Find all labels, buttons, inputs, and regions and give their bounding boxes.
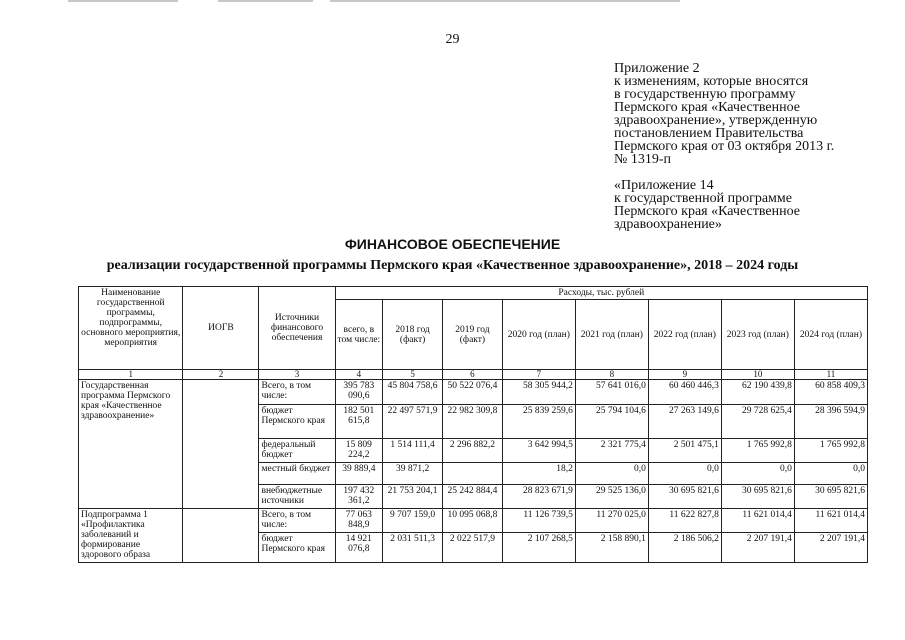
iogv-cell — [183, 380, 259, 509]
funding-source: внебюджетные источники — [259, 485, 335, 509]
document-title: ФИНАНСОВОЕ ОБЕСПЕЧЕНИЕ — [344, 236, 561, 252]
amount-cell: 2 186 506,2 — [648, 533, 721, 563]
column-number: 1 — [79, 370, 183, 380]
amount-cell: 58 305 944,2 — [502, 380, 575, 405]
header-year-2019: 2019 год (факт) — [443, 300, 503, 370]
amount-cell: 18,2 — [502, 463, 575, 485]
amount-cell: 2 158 890,1 — [575, 533, 648, 563]
header-source: Источники финансового обеспечения — [259, 287, 335, 370]
funding-source: Всего, в том числе: — [259, 509, 335, 533]
appendix-line: Пермского края «Качественное — [614, 100, 800, 115]
amount-cell: 28 823 671,9 — [502, 485, 575, 509]
table-row — [79, 509, 868, 533]
header-year-2022: 2022 год (план) — [648, 300, 721, 370]
header-iogv: ИОГВ — [183, 287, 259, 370]
amount-cell: 22 982 309,8 — [443, 405, 503, 439]
table-row — [79, 380, 868, 405]
amount-cell: 30 695 821,6 — [721, 485, 794, 509]
amount-cell: 2 296 882,2 — [443, 439, 503, 463]
header-year-2018: 2018 год (факт) — [383, 300, 443, 370]
appendix-line: здравоохранение», утвержденную — [614, 113, 818, 128]
scan-edge-mid — [218, 0, 313, 2]
column-number: 3 — [259, 370, 335, 380]
amount-cell: 9 707 159,0 — [383, 509, 443, 533]
column-number: 11 — [794, 370, 867, 380]
appendix-header — [614, 62, 894, 166]
appendix-line: № 1319-п — [614, 152, 672, 167]
amount-cell: 60 858 409,3 — [794, 380, 867, 405]
amount-cell — [443, 463, 503, 485]
amount-cell: 11 621 014,4 — [794, 509, 867, 533]
program-name: Государственная программа Пермского края «Качественное здравоохранение» — [79, 380, 183, 509]
appendix-line: здравоохранение» — [614, 217, 722, 232]
amount-cell: 62 190 439,8 — [721, 380, 794, 405]
amount-cell: 29 525 136,0 — [575, 485, 648, 509]
amount-cell: 11 622 827,8 — [648, 509, 721, 533]
funding-source: бюджет Пермского края — [259, 405, 335, 439]
amount-cell: 39 889,4 — [335, 463, 383, 485]
page-number: 29 — [445, 32, 460, 47]
amount-cell: 182 501 615,8 — [335, 405, 383, 439]
program-name: Подпрограмма 1 «Профилактика заболеваний и формирование здорового образа — [79, 509, 183, 563]
amount-cell: 15 809 224,2 — [335, 439, 383, 463]
amount-cell: 11 621 014,4 — [721, 509, 794, 533]
scan-edge-right — [330, 0, 680, 2]
amount-cell: 60 460 446,3 — [648, 380, 721, 405]
amount-cell: 11 270 025,0 — [575, 509, 648, 533]
header-year-2023: 2023 год (план) — [721, 300, 794, 370]
amount-cell: 2 031 511,3 — [383, 533, 443, 563]
amount-cell: 2 207 191,4 — [794, 533, 867, 563]
amount-cell: 197 432 361,2 — [335, 485, 383, 509]
amount-cell: 11 126 739,5 — [502, 509, 575, 533]
amount-cell: 27 263 149,6 — [648, 405, 721, 439]
amount-cell: 1 765 992,8 — [794, 439, 867, 463]
appendix-line: Пермского края «Качественное — [614, 204, 800, 219]
amount-cell: 0,0 — [648, 463, 721, 485]
funding-source: Всего, в том числе: — [259, 380, 335, 405]
amount-cell: 22 497 571,9 — [383, 405, 443, 439]
amount-cell: 50 522 076,4 — [443, 380, 503, 405]
column-number: 4 — [335, 370, 383, 380]
amount-cell: 39 871,2 — [383, 463, 443, 485]
amount-cell: 0,0 — [721, 463, 794, 485]
amount-cell: 14 921 076,8 — [335, 533, 383, 563]
amount-cell: 1 514 111,4 — [383, 439, 443, 463]
amount-cell: 25 242 884,4 — [443, 485, 503, 509]
appendix-line: постановлением Правительства — [614, 126, 804, 141]
appendix-line: «Приложение 14 — [614, 178, 714, 193]
amount-cell: 395 783 090,6 — [335, 380, 383, 405]
appendix-line: Пермского края от 03 октября 2013 г. — [614, 139, 835, 154]
amount-cell: 21 753 204,1 — [383, 485, 443, 509]
amount-cell: 0,0 — [794, 463, 867, 485]
financing-table — [78, 286, 868, 563]
header-name: Наименование государственной программы, подпрограммы, основного мероприятия, мероприятия — [79, 287, 183, 370]
iogv-cell — [183, 509, 259, 563]
amount-cell: 30 695 821,6 — [648, 485, 721, 509]
column-number: 2 — [183, 370, 259, 380]
appendix-reference — [614, 179, 894, 231]
amount-cell: 1 765 992,8 — [721, 439, 794, 463]
amount-cell: 28 396 594,9 — [794, 405, 867, 439]
column-number: 6 — [443, 370, 503, 380]
amount-cell: 29 728 625,4 — [721, 405, 794, 439]
amount-cell: 25 839 259,6 — [502, 405, 575, 439]
amount-cell: 10 095 068,8 — [443, 509, 503, 533]
scan-edge-left — [68, 0, 178, 2]
appendix-line: к изменениям, которые вносятся — [614, 74, 809, 89]
amount-cell: 2 107 268,5 — [502, 533, 575, 563]
amount-cell: 2 207 191,4 — [721, 533, 794, 563]
column-number: 9 — [648, 370, 721, 380]
amount-cell: 25 794 104,6 — [575, 405, 648, 439]
appendix-line: Приложение 2 — [614, 61, 700, 76]
amount-cell: 2 022 517,9 — [443, 533, 503, 563]
header-total: всего, в том числе: — [335, 300, 383, 370]
funding-source: федеральный бюджет — [259, 439, 335, 463]
document-subtitle: реализации государственной программы Пермского края «Качественное здравоохранение», 2018 – 2024 годы — [106, 258, 799, 273]
header-year-2020: 2020 год (план) — [502, 300, 575, 370]
amount-cell: 57 641 016,0 — [575, 380, 648, 405]
amount-cell: 3 642 994,5 — [502, 439, 575, 463]
amount-cell: 77 063 848,9 — [335, 509, 383, 533]
amount-cell: 0,0 — [575, 463, 648, 485]
amount-cell: 2 501 475,1 — [648, 439, 721, 463]
funding-source: бюджет Пермского края — [259, 533, 335, 563]
column-number: 10 — [721, 370, 794, 380]
column-number: 8 — [575, 370, 648, 380]
header-year-2024: 2024 год (план) — [794, 300, 867, 370]
header-expenses: Расходы, тыс. рублей — [335, 287, 867, 300]
column-number: 5 — [383, 370, 443, 380]
amount-cell: 2 321 775,4 — [575, 439, 648, 463]
appendix-line: в государственную программу — [614, 87, 796, 102]
amount-cell: 45 804 758,6 — [383, 380, 443, 405]
header-year-2021: 2021 год (план) — [575, 300, 648, 370]
column-number: 7 — [502, 370, 575, 380]
appendix-line: к государственной программе — [614, 191, 792, 206]
amount-cell: 30 695 821,6 — [794, 485, 867, 509]
funding-source: местный бюджет — [259, 463, 335, 485]
column-number-row — [79, 370, 868, 380]
